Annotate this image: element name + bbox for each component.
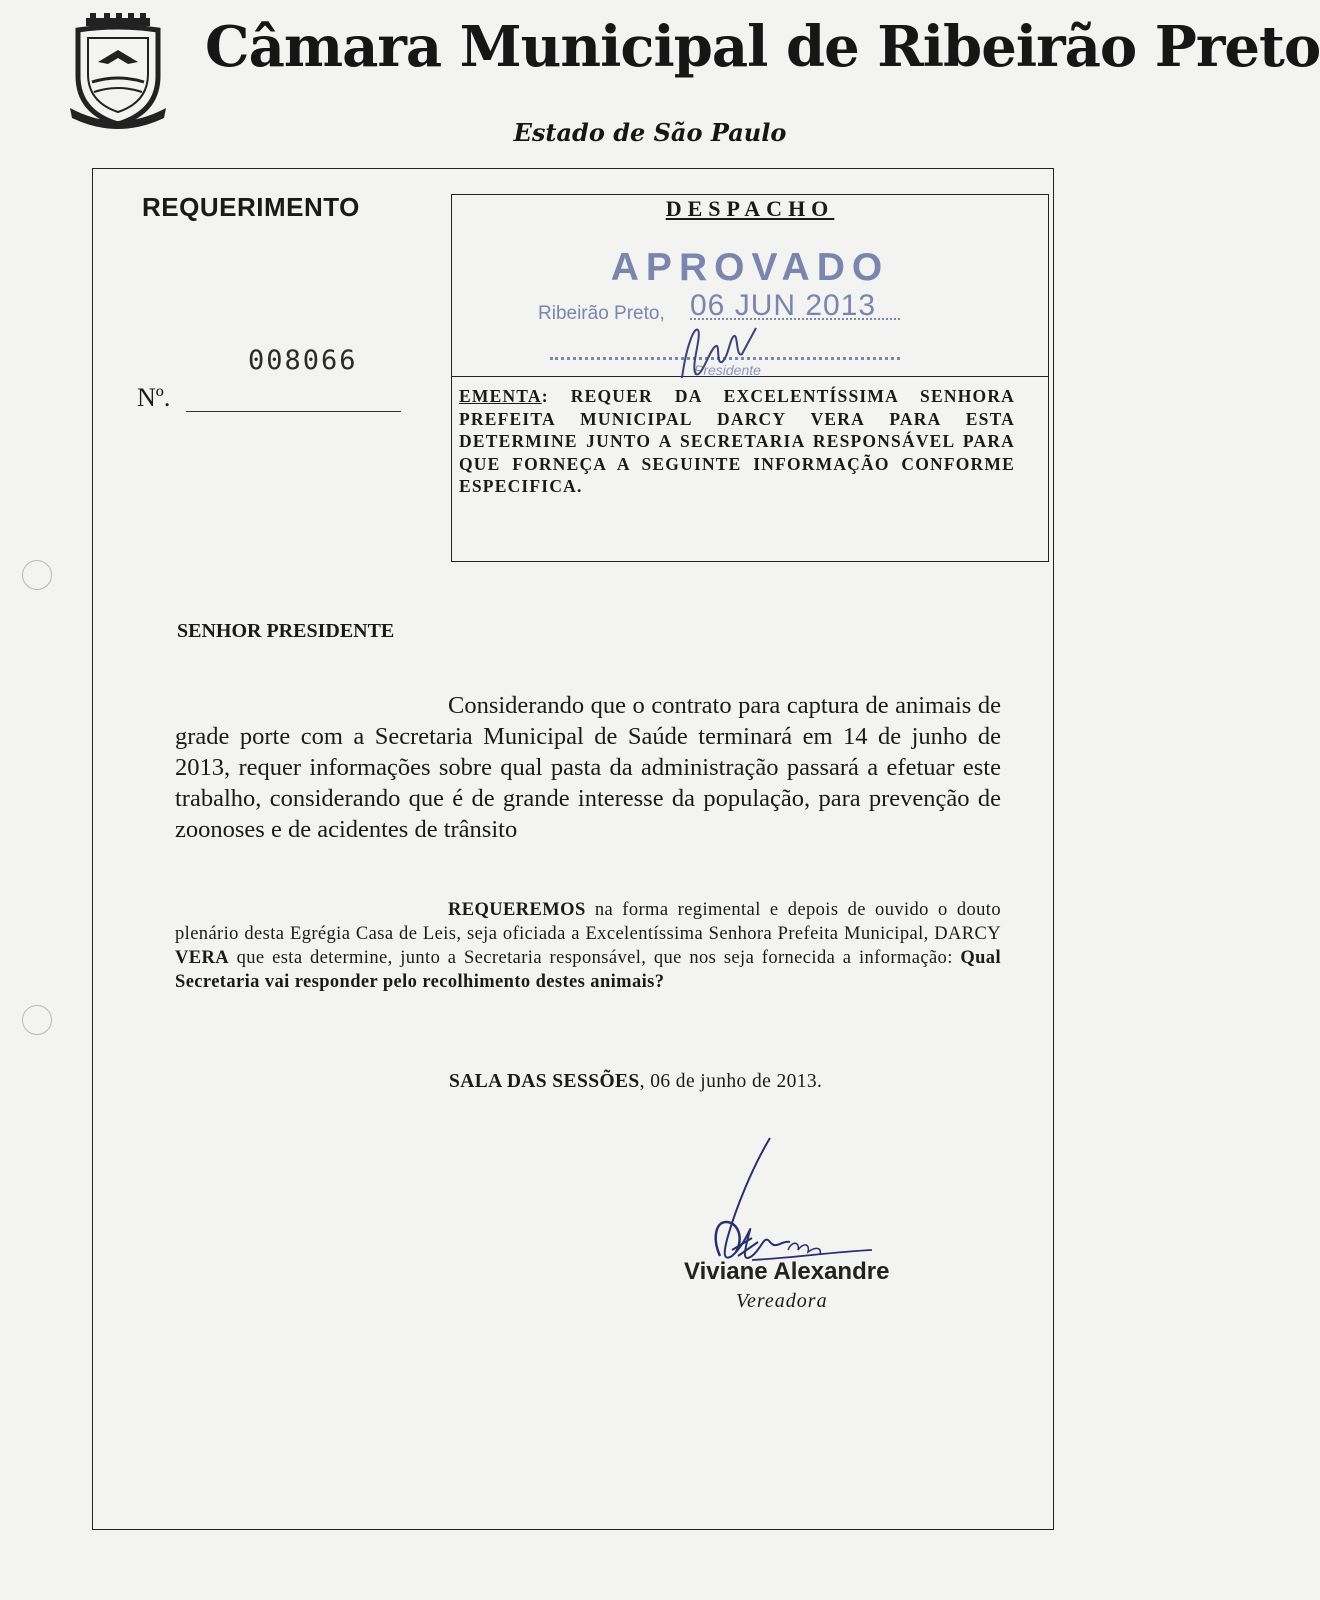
signer-role: Vereadora xyxy=(736,1290,828,1312)
request-question: Qual Secretaria vai responder pelo recolhimento destes animais? xyxy=(175,948,1001,992)
number-label: Nº. xyxy=(137,383,171,412)
closing-date: , 06 de junho de 2013. xyxy=(639,1071,823,1092)
stamp-date: 06 JUN 2013 xyxy=(690,289,877,322)
signer-name: Viviane Alexandre xyxy=(684,1258,890,1285)
stamp-role: Presidente xyxy=(694,362,761,378)
closing-line xyxy=(449,1071,822,1093)
ementa-body: : REQUER DA EXCELENTÍSSIMA SENHORA PREFEITA MUNICIPAL DARCY VERA PARA ESTA DETERMINE JUNTO A SECRETARIA RESPONSÁVEL PARA QUE FORNEÇA A SEGUINTE INFORMAÇÃO CONFORME ESPECIFICA. xyxy=(459,386,1015,496)
request-name: VERA xyxy=(175,948,230,968)
salutation: SENHOR PRESIDENTE xyxy=(177,620,395,642)
despacho-title-text: DESPACHO xyxy=(665,196,835,221)
state-subtitle: Estado de São Paulo xyxy=(513,118,787,147)
chamber-title: Câmara Municipal de Ribeirão Preto xyxy=(205,14,1320,80)
requerimento-heading: REQUERIMENTO xyxy=(142,192,360,222)
request-paragraph xyxy=(175,898,1001,994)
number-line xyxy=(186,411,401,412)
ementa-label: EMENTA xyxy=(459,386,542,406)
president-signature-icon xyxy=(672,318,762,390)
approved-stamp: APROVADO xyxy=(610,246,890,289)
requerimento-number: 008066 xyxy=(248,345,358,376)
considering-paragraph: Considerando que o contrato para captura de animais de grade porte com a Secretaria Municipal de Saúde terminará em 14 de junho de 2013, requer informações sobre qual pasta da administração passará a efetuar este trabalho, considerando que é de grande interesse da população, para prevenção de zoonoses e de acidentes de trânsito xyxy=(175,692,1001,843)
punch-hole xyxy=(22,1005,52,1035)
municipal-coat-of-arms-icon xyxy=(68,12,168,130)
punch-hole xyxy=(22,560,52,590)
request-text-b: que esta determine, junto a Secretaria responsável, que nos seja fornecida a informação: xyxy=(229,948,961,968)
request-text-a: na forma regimental e depois de ouvido o douto plenário desta Egrégia Casa de Leis, seja oficiada a Excelentíssima Senhora Prefeita Municipal, DARCY xyxy=(175,900,1001,944)
closing-label: SALA DAS SESSÕES xyxy=(449,1071,640,1092)
request-lead: REQUEREMOS xyxy=(448,900,586,920)
ementa-text xyxy=(459,385,1015,498)
stamp-city: Ribeirão Preto, xyxy=(538,303,665,324)
despacho-title xyxy=(451,196,1049,222)
